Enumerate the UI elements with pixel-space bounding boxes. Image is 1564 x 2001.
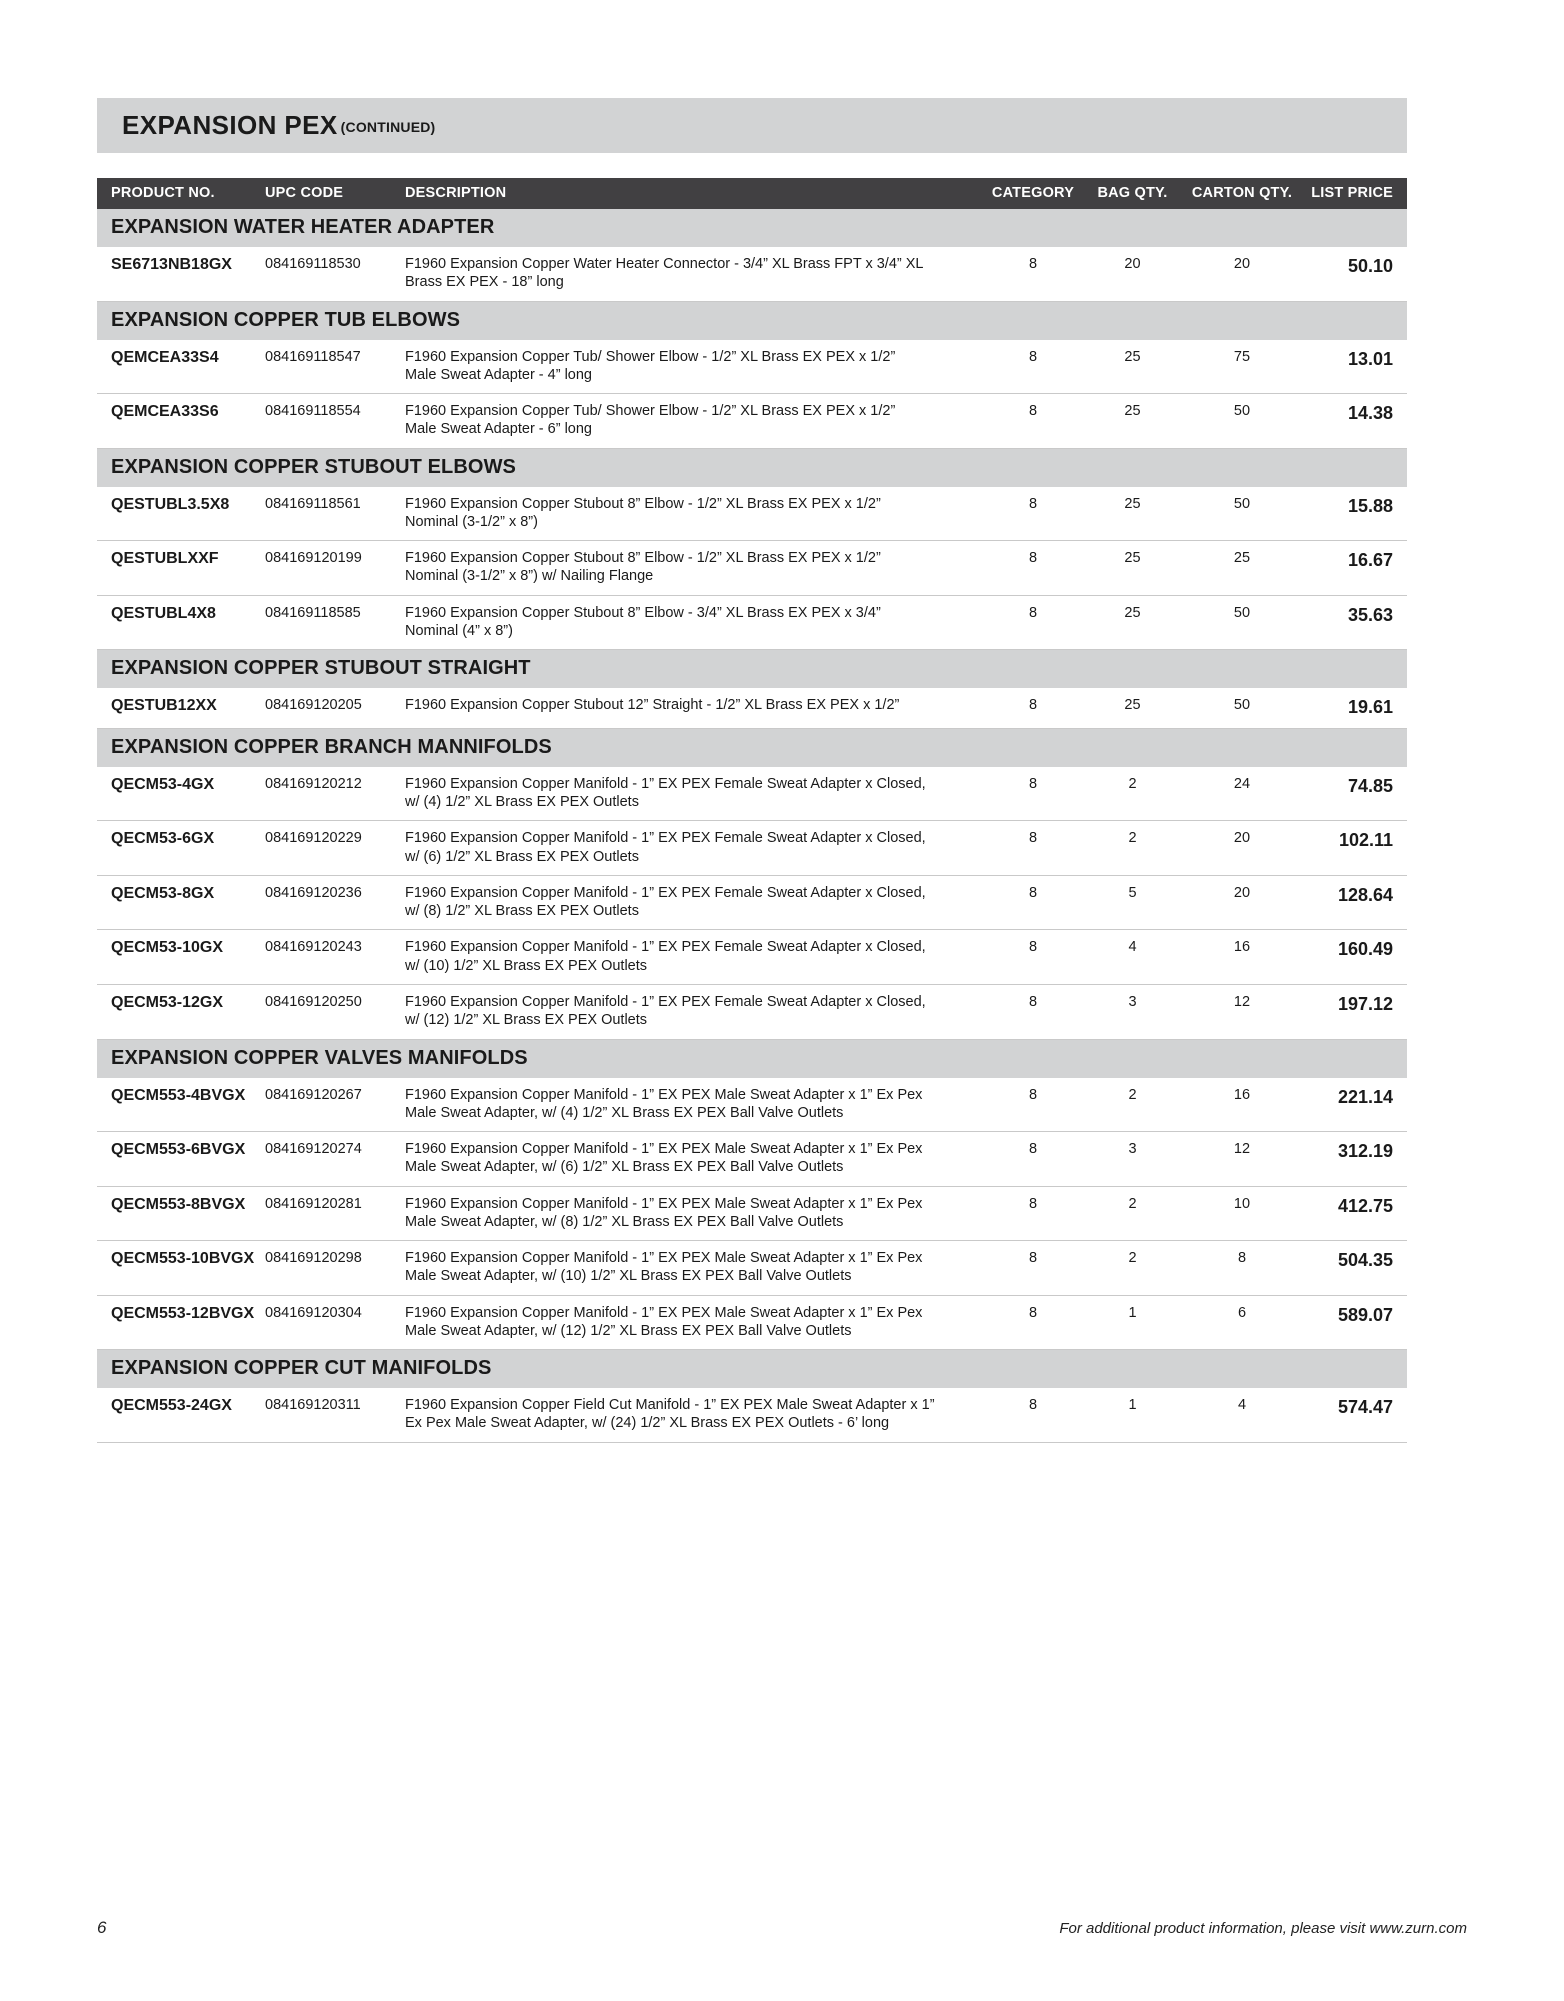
description-line-1: F1960 Expansion Copper Field Cut Manifold - 1” EX PEX Male Sweat Adapter x 1” xyxy=(405,1397,935,1414)
product-group-header xyxy=(97,301,1407,340)
cell-category: 8 xyxy=(982,1132,1084,1187)
description-line-1: F1960 Expansion Copper Stubout 8” Elbow - 1/2” XL Brass EX PEX x 1/2” xyxy=(405,550,881,567)
cell-list-price: 16.67 xyxy=(1303,541,1407,596)
product-group-label: EXPANSION COPPER VALVES MANIFOLDS xyxy=(97,1039,1407,1078)
cell-category: 8 xyxy=(982,930,1084,985)
cell-product-no: QECM53-4GX xyxy=(97,767,265,821)
cell-bag-qty: 25 xyxy=(1084,688,1181,728)
cell-list-price: 15.88 xyxy=(1303,487,1407,541)
cell-list-price: 14.38 xyxy=(1303,394,1407,449)
table-row[interactable] xyxy=(97,1132,1407,1187)
cell-description xyxy=(405,984,982,1039)
cell-category: 8 xyxy=(982,875,1084,930)
cell-carton-qty: 6 xyxy=(1181,1295,1303,1350)
column-header-description: DESCRIPTION xyxy=(405,178,982,209)
cell-bag-qty: 25 xyxy=(1084,394,1181,449)
product-group-header xyxy=(97,650,1407,689)
cell-description xyxy=(405,1295,982,1350)
table-body xyxy=(97,209,1407,1442)
cell-category: 8 xyxy=(982,1388,1084,1442)
cell-list-price: 589.07 xyxy=(1303,1295,1407,1350)
table-row[interactable] xyxy=(97,1295,1407,1350)
cell-category: 8 xyxy=(982,688,1084,728)
description-line-1: F1960 Expansion Copper Manifold - 1” EX PEX Male Sweat Adapter x 1” Ex Pex xyxy=(405,1086,923,1103)
cell-list-price: 74.85 xyxy=(1303,767,1407,821)
description-line-2: Male Sweat Adapter - 6” long xyxy=(405,421,592,438)
description-line-2: w/ (12) 1/2” XL Brass EX PEX Outlets xyxy=(405,1012,648,1029)
table-row[interactable] xyxy=(97,1186,1407,1241)
section-title-bar xyxy=(97,98,1407,153)
cell-bag-qty: 25 xyxy=(1084,340,1181,394)
cell-bag-qty: 25 xyxy=(1084,487,1181,541)
cell-category: 8 xyxy=(982,1078,1084,1132)
table-row[interactable] xyxy=(97,1388,1407,1442)
cell-upc-code: 084169120250 xyxy=(265,984,405,1039)
description-line-2: Male Sweat Adapter, w/ (4) 1/2” XL Brass EX PEX Ball Valve Outlets xyxy=(405,1104,844,1121)
cell-category: 8 xyxy=(982,595,1084,650)
cell-upc-code: 084169120229 xyxy=(265,821,405,876)
cell-description xyxy=(405,1388,982,1442)
cell-bag-qty: 2 xyxy=(1084,767,1181,821)
page-content xyxy=(97,98,1407,1443)
cell-description xyxy=(405,688,982,728)
cell-carton-qty: 10 xyxy=(1181,1186,1303,1241)
description-line-1: F1960 Expansion Copper Manifold - 1” EX PEX Male Sweat Adapter x 1” Ex Pex xyxy=(405,1195,923,1212)
description-line-2: Nominal (4” x 8”) xyxy=(405,622,513,639)
cell-list-price: 35.63 xyxy=(1303,595,1407,650)
table-row[interactable] xyxy=(97,875,1407,930)
cell-bag-qty: 1 xyxy=(1084,1295,1181,1350)
cell-upc-code: 084169120298 xyxy=(265,1241,405,1296)
description-line-1: F1960 Expansion Copper Tub/ Shower Elbow - 1/2” XL Brass EX PEX x 1/2” xyxy=(405,348,896,365)
cell-list-price: 50.10 xyxy=(1303,247,1407,301)
cell-upc-code: 084169118547 xyxy=(265,340,405,394)
cell-product-no: QESTUB12XX xyxy=(97,688,265,728)
cell-upc-code: 084169120212 xyxy=(265,767,405,821)
cell-bag-qty: 3 xyxy=(1084,1132,1181,1187)
cell-category: 8 xyxy=(982,1295,1084,1350)
table-row[interactable] xyxy=(97,930,1407,985)
column-header-carton-qty: CARTON QTY. xyxy=(1181,178,1303,209)
column-header-upc-code: UPC CODE xyxy=(265,178,405,209)
cell-carton-qty: 50 xyxy=(1181,688,1303,728)
description-line-1: F1960 Expansion Copper Manifold - 1” EX PEX Male Sweat Adapter x 1” Ex Pex xyxy=(405,1141,923,1158)
cell-list-price: 412.75 xyxy=(1303,1186,1407,1241)
table-row[interactable] xyxy=(97,984,1407,1039)
cell-product-no: QEMCEA33S4 xyxy=(97,340,265,394)
description-line-2: w/ (6) 1/2” XL Brass EX PEX Outlets xyxy=(405,848,639,865)
cell-product-no: QECM53-8GX xyxy=(97,875,265,930)
column-header-category: CATEGORY xyxy=(982,178,1084,209)
cell-bag-qty: 2 xyxy=(1084,1241,1181,1296)
cell-upc-code: 084169120267 xyxy=(265,1078,405,1132)
cell-product-no: QEMCEA33S6 xyxy=(97,394,265,449)
cell-list-price: 13.01 xyxy=(1303,340,1407,394)
product-group-label: EXPANSION COPPER STUBOUT ELBOWS xyxy=(97,448,1407,487)
description-line-2: Male Sweat Adapter, w/ (12) 1/2” XL Brass EX PEX Ball Valve Outlets xyxy=(405,1322,852,1339)
description-line-1: F1960 Expansion Copper Manifold - 1” EX PEX Male Sweat Adapter x 1” Ex Pex xyxy=(405,1304,923,1321)
page-number: 6 xyxy=(97,1918,107,1937)
cell-product-no: QECM553-6BVGX xyxy=(97,1132,265,1187)
cell-carton-qty: 20 xyxy=(1181,247,1303,301)
cell-bag-qty: 25 xyxy=(1084,595,1181,650)
cell-carton-qty: 16 xyxy=(1181,1078,1303,1132)
cell-product-no: QECM553-8BVGX xyxy=(97,1186,265,1241)
cell-list-price: 160.49 xyxy=(1303,930,1407,985)
description-line-2: w/ (4) 1/2” XL Brass EX PEX Outlets xyxy=(405,794,639,811)
cell-list-price: 197.12 xyxy=(1303,984,1407,1039)
cell-list-price: 312.19 xyxy=(1303,1132,1407,1187)
description-line-2: Nominal (3-1/2” x 8”) w/ Nailing Flange xyxy=(405,568,654,585)
product-group-header xyxy=(97,728,1407,767)
cell-product-no: QECM553-12BVGX xyxy=(97,1295,265,1350)
cell-description xyxy=(405,1078,982,1132)
cell-list-price: 221.14 xyxy=(1303,1078,1407,1132)
cell-bag-qty: 2 xyxy=(1084,1186,1181,1241)
cell-carton-qty: 25 xyxy=(1181,541,1303,596)
description-line-1: F1960 Expansion Copper Manifold - 1” EX PEX Female Sweat Adapter x Closed, xyxy=(405,830,926,847)
cell-product-no: QECM53-6GX xyxy=(97,821,265,876)
product-group-label: EXPANSION COPPER CUT MANIFOLDS xyxy=(97,1350,1407,1389)
cell-category: 8 xyxy=(982,984,1084,1039)
table-row[interactable] xyxy=(97,1078,1407,1132)
cell-list-price: 504.35 xyxy=(1303,1241,1407,1296)
cell-upc-code: 084169120311 xyxy=(265,1388,405,1442)
description-line-2: w/ (10) 1/2” XL Brass EX PEX Outlets xyxy=(405,957,648,974)
cell-description xyxy=(405,875,982,930)
cell-description xyxy=(405,247,982,301)
description-line-1: F1960 Expansion Copper Tub/ Shower Elbow - 1/2” XL Brass EX PEX x 1/2” xyxy=(405,403,896,420)
cell-description xyxy=(405,767,982,821)
description-line-2: Nominal (3-1/2” x 8”) xyxy=(405,513,538,530)
cell-carton-qty: 20 xyxy=(1181,875,1303,930)
cell-carton-qty: 24 xyxy=(1181,767,1303,821)
description-line-1: F1960 Expansion Copper Manifold - 1” EX PEX Male Sweat Adapter x 1” Ex Pex xyxy=(405,1250,923,1267)
table-header-row xyxy=(97,178,1407,209)
cell-upc-code: 084169118585 xyxy=(265,595,405,650)
cell-carton-qty: 8 xyxy=(1181,1241,1303,1296)
table-row[interactable] xyxy=(97,541,1407,596)
cell-bag-qty: 2 xyxy=(1084,821,1181,876)
cell-category: 8 xyxy=(982,394,1084,449)
cell-category: 8 xyxy=(982,541,1084,596)
cell-upc-code: 084169120199 xyxy=(265,541,405,596)
cell-description xyxy=(405,1186,982,1241)
description-line-2: Male Sweat Adapter, w/ (10) 1/2” XL Brass EX PEX Ball Valve Outlets xyxy=(405,1268,852,1285)
cell-category: 8 xyxy=(982,1186,1084,1241)
cell-description xyxy=(405,340,982,394)
cell-upc-code: 084169120304 xyxy=(265,1295,405,1350)
table-header xyxy=(97,178,1407,209)
table-row[interactable] xyxy=(97,247,1407,301)
cell-description xyxy=(405,487,982,541)
cell-list-price: 128.64 xyxy=(1303,875,1407,930)
product-group-label: EXPANSION COPPER STUBOUT STRAIGHT xyxy=(97,650,1407,689)
cell-carton-qty: 12 xyxy=(1181,1132,1303,1187)
cell-product-no: QECM553-4BVGX xyxy=(97,1078,265,1132)
page-title-continued-label: (CONTINUED) xyxy=(340,118,436,135)
table-row[interactable] xyxy=(97,821,1407,876)
cell-category: 8 xyxy=(982,487,1084,541)
table-row[interactable] xyxy=(97,340,1407,394)
cell-upc-code: 084169120205 xyxy=(265,688,405,728)
cell-category: 8 xyxy=(982,247,1084,301)
cell-bag-qty: 20 xyxy=(1084,247,1181,301)
cell-category: 8 xyxy=(982,340,1084,394)
cell-list-price: 19.61 xyxy=(1303,688,1407,728)
cell-product-no: QESTUBL4X8 xyxy=(97,595,265,650)
cell-bag-qty: 2 xyxy=(1084,1078,1181,1132)
cell-upc-code: 084169118561 xyxy=(265,487,405,541)
description-line-1: F1960 Expansion Copper Manifold - 1” EX PEX Female Sweat Adapter x Closed, xyxy=(405,993,926,1010)
cell-bag-qty: 3 xyxy=(1084,984,1181,1039)
description-line-2: w/ (8) 1/2” XL Brass EX PEX Outlets xyxy=(405,903,639,920)
cell-carton-qty: 50 xyxy=(1181,595,1303,650)
description-line-2: Male Sweat Adapter - 4” long xyxy=(405,366,592,383)
cell-upc-code: 084169120281 xyxy=(265,1186,405,1241)
cell-carton-qty: 20 xyxy=(1181,821,1303,876)
column-header-bag-qty: BAG QTY. xyxy=(1084,178,1181,209)
footer-note: For additional product information, please visit www.zurn.com xyxy=(1059,1920,1467,1937)
product-group-header xyxy=(97,209,1407,247)
cell-bag-qty: 25 xyxy=(1084,541,1181,596)
cell-description xyxy=(405,595,982,650)
cell-list-price: 574.47 xyxy=(1303,1388,1407,1442)
cell-upc-code: 084169120243 xyxy=(265,930,405,985)
description-line-1: F1960 Expansion Copper Stubout 12” Straight - 1/2” XL Brass EX PEX x 1/2” xyxy=(405,697,900,714)
cell-upc-code: 084169120274 xyxy=(265,1132,405,1187)
product-group-header xyxy=(97,1350,1407,1389)
description-line-2: Male Sweat Adapter, w/ (8) 1/2” XL Brass EX PEX Ball Valve Outlets xyxy=(405,1213,844,1230)
cell-description xyxy=(405,821,982,876)
cell-product-no: QECM53-12GX xyxy=(97,984,265,1039)
cell-carton-qty: 16 xyxy=(1181,930,1303,985)
table-row[interactable] xyxy=(97,767,1407,821)
description-line-1: F1960 Expansion Copper Stubout 8” Elbow - 3/4” XL Brass EX PEX x 3/4” xyxy=(405,604,881,621)
cell-bag-qty: 5 xyxy=(1084,875,1181,930)
column-header-list-price: LIST PRICE xyxy=(1303,178,1407,209)
cell-list-price: 102.11 xyxy=(1303,821,1407,876)
description-line-2: Ex Pex Male Sweat Adapter, w/ (24) 1/2” XL Brass EX PEX Outlets - 6’ long xyxy=(405,1415,890,1432)
cell-carton-qty: 50 xyxy=(1181,487,1303,541)
product-table xyxy=(97,178,1407,1443)
cell-category: 8 xyxy=(982,767,1084,821)
cell-upc-code: 084169118554 xyxy=(265,394,405,449)
description-line-2: Brass EX PEX - 18” long xyxy=(405,274,564,291)
description-line-1: F1960 Expansion Copper Manifold - 1” EX PEX Female Sweat Adapter x Closed, xyxy=(405,939,926,956)
cell-product-no: QESTUBL3.5X8 xyxy=(97,487,265,541)
cell-carton-qty: 50 xyxy=(1181,394,1303,449)
cell-category: 8 xyxy=(982,1241,1084,1296)
cell-category: 8 xyxy=(982,821,1084,876)
product-group-label: EXPANSION WATER HEATER ADAPTER xyxy=(97,209,1407,247)
table-row[interactable] xyxy=(97,394,1407,449)
cell-carton-qty: 4 xyxy=(1181,1388,1303,1442)
cell-product-no: QECM553-10BVGX xyxy=(97,1241,265,1296)
table-row[interactable] xyxy=(97,1241,1407,1296)
description-line-1: F1960 Expansion Copper Water Heater Connector - 3/4” XL Brass FPT x 3/4” XL xyxy=(405,256,924,272)
product-group-header xyxy=(97,1039,1407,1078)
cell-carton-qty: 75 xyxy=(1181,340,1303,394)
cell-description xyxy=(405,394,982,449)
column-header-product-no: PRODUCT NO. xyxy=(97,178,265,209)
cell-product-no: QECM53-10GX xyxy=(97,930,265,985)
table-row[interactable] xyxy=(97,595,1407,650)
cell-bag-qty: 1 xyxy=(1084,1388,1181,1442)
cell-carton-qty: 12 xyxy=(1181,984,1303,1039)
cell-upc-code: 084169120236 xyxy=(265,875,405,930)
cell-description xyxy=(405,1132,982,1187)
page-title: EXPANSION PEX xyxy=(122,110,338,140)
description-line-1: F1960 Expansion Copper Manifold - 1” EX PEX Female Sweat Adapter x Closed, xyxy=(405,775,926,792)
cell-product-no: QECM553-24GX xyxy=(97,1388,265,1442)
cell-upc-code: 084169118530 xyxy=(265,247,405,301)
cell-description xyxy=(405,541,982,596)
description-line-1: F1960 Expansion Copper Manifold - 1” EX PEX Female Sweat Adapter x Closed, xyxy=(405,884,926,901)
page-footer xyxy=(97,1918,1467,1938)
cell-product-no: QESTUBLXXF xyxy=(97,541,265,596)
table-row[interactable] xyxy=(97,487,1407,541)
description-line-2: Male Sweat Adapter, w/ (6) 1/2” XL Brass EX PEX Ball Valve Outlets xyxy=(405,1159,844,1176)
product-group-header xyxy=(97,448,1407,487)
cell-product-no: SE6713NB18GX xyxy=(97,247,265,301)
cell-description xyxy=(405,1241,982,1296)
table-row[interactable] xyxy=(97,688,1407,728)
cell-description xyxy=(405,930,982,985)
cell-bag-qty: 4 xyxy=(1084,930,1181,985)
product-group-label: EXPANSION COPPER TUB ELBOWS xyxy=(97,301,1407,340)
description-line-1: F1960 Expansion Copper Stubout 8” Elbow - 1/2” XL Brass EX PEX x 1/2” xyxy=(405,495,881,512)
product-group-label: EXPANSION COPPER BRANCH MANNIFOLDS xyxy=(97,728,1407,767)
